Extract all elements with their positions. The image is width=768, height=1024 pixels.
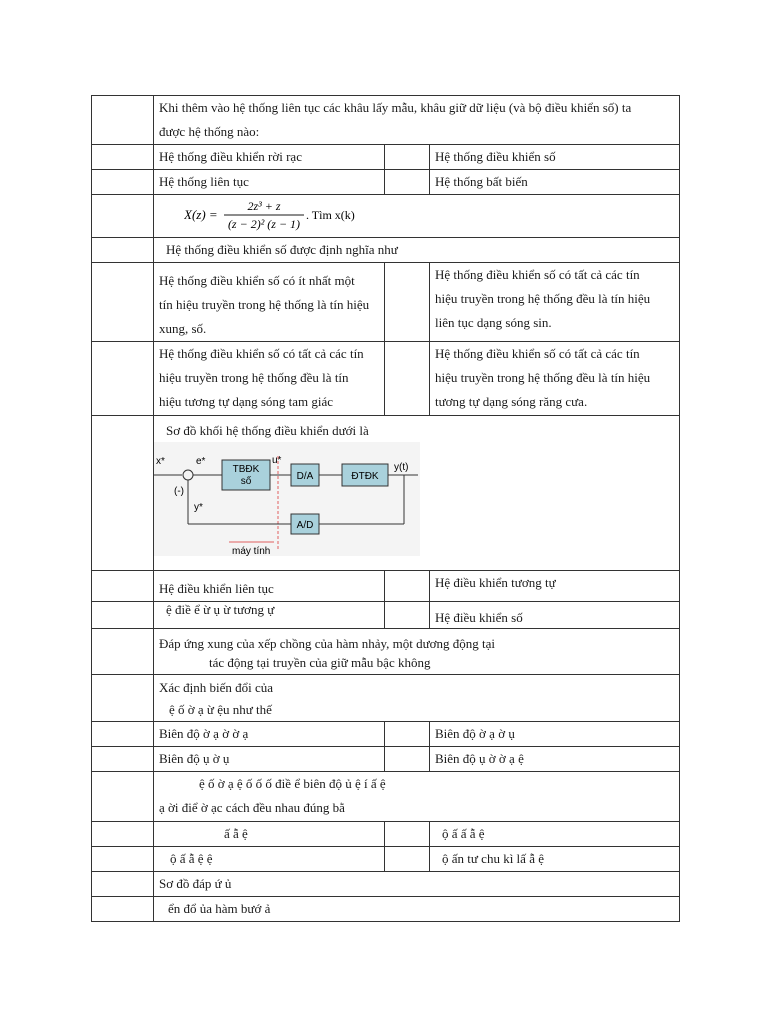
q6-option-row (92, 722, 680, 747)
q1-option-c[interactable]: Hệ thống liên tục (154, 170, 385, 195)
q3-stem: Hệ thống điều khiển số được định nghĩa như (154, 238, 680, 263)
block-diagram (154, 442, 424, 560)
q1-stem-line: được hệ thống nào: (159, 124, 260, 139)
answer-box[interactable] (385, 722, 430, 747)
q6-stem: Xác định biến đổi của ệ ố ờ ạ ừ ệu như thế (154, 675, 680, 722)
q1-option-row (92, 145, 680, 170)
q3-option-c[interactable]: Hệ thống điều khiển số có tất cả các tín hiệu truyền trong hệ thống đều là tín hiệu tương tự dạng sóng tam giác (154, 342, 385, 416)
q7-option-row (92, 822, 680, 847)
q6-option-row (92, 747, 680, 772)
q4-option-row (92, 602, 680, 629)
formula-task: . Tìm x(k) (306, 208, 355, 222)
q7-option-c[interactable]: ộ ấ ẫ ệ ệ (154, 847, 385, 872)
q1-option-d[interactable]: Hệ thống bất biến (430, 170, 680, 195)
q3-option-d[interactable]: Hệ thống điều khiển số có tất cả các tín hiệu truyền trong hệ thống đều là tín hiệu tương tự dạng sóng răng cưa. (430, 342, 680, 416)
input-label: x* (156, 456, 165, 467)
answer-box[interactable] (385, 602, 430, 629)
answer-box[interactable] (385, 170, 430, 195)
controller-label-2: số (240, 476, 252, 487)
adc-label: A/D (296, 520, 314, 531)
q9-row (92, 897, 680, 922)
error-label: e* (196, 456, 206, 467)
question-table (91, 95, 680, 922)
q3-option-row (92, 263, 680, 342)
q1-stem-row (92, 96, 680, 145)
answer-box[interactable] (385, 822, 430, 847)
q7-option-row (92, 847, 680, 872)
q1-option-b[interactable]: Hệ thống điều khiển số (430, 145, 680, 170)
q8-stem: Sơ đồ đáp ứ ủ (154, 872, 680, 897)
answer-box[interactable] (385, 571, 430, 602)
q2-formula (154, 195, 680, 238)
controller-label-1: TBĐK (232, 464, 260, 475)
computer-label: máy tính (232, 546, 271, 557)
q5-row (92, 629, 680, 675)
q8-row (92, 872, 680, 897)
q4-stem (154, 416, 680, 571)
q4-option-a[interactable]: Hệ điều khiển liên tục (154, 571, 385, 602)
q7-row (92, 772, 680, 822)
q3-stem-row (92, 238, 680, 263)
q7-option-a[interactable]: ấ ẫ ệ (154, 822, 385, 847)
control-signal-label: u* (272, 455, 282, 466)
dac-label: D/A (296, 471, 314, 482)
q4-option-row (92, 571, 680, 602)
q7-option-b[interactable]: ộ ấ ấ ẫ ệ (430, 822, 680, 847)
formula-graphic (184, 197, 404, 233)
q3-option-b[interactable]: Hệ thống điều khiển số có tất cả các tín hiệu truyền trong hệ thống đều là tín hiệu liên tục dạng sóng sin. (430, 263, 680, 342)
output-label: y(t) (394, 462, 409, 473)
q4-option-b[interactable]: Hệ điều khiển tương tự (430, 571, 680, 602)
q1-stem (154, 96, 680, 145)
q4-stem-row (92, 416, 680, 571)
q7-stem: ệ ố ờ ạ ệ ố ố ố điề ể biên độ ủ ệ í ấ ệ ạ ời điể ờ ạc cách đều nhau đúng bằ (154, 772, 680, 822)
q2-row (92, 195, 680, 238)
q6-option-c[interactable]: Biên độ ụ ờ ụ (154, 747, 385, 772)
answer-box[interactable] (385, 145, 430, 170)
q6-option-a[interactable]: Biên độ ờ ạ ờ ờ ạ (154, 722, 385, 747)
feedback-label: y* (194, 502, 203, 513)
formula-numerator: 2z³ + z (247, 199, 281, 213)
minus-sign: (-) (174, 486, 184, 497)
q3-option-a[interactable]: Hệ thống điều khiển số có ít nhất một tín hiệu truyền trong hệ thống là tín hiệu xung, số. (154, 263, 385, 342)
q9-stem: ển đổ ủa hàm bướ ả (154, 897, 680, 922)
q1-stem-line: Khi thêm vào hệ thống liên tục các khâu lấy mẫu, khâu giữ dữ liệu (và bộ điều khiển số) ta (159, 100, 632, 115)
formula-denominator: (z − 2)² (z − 1) (227, 217, 301, 231)
answer-box[interactable] (385, 847, 430, 872)
plant-label: ĐTĐK (351, 471, 379, 482)
q7-option-d[interactable]: ộ ấn tư chu kì lấ ẫ ệ (430, 847, 680, 872)
answer-box[interactable] (385, 747, 430, 772)
answer-box[interactable] (385, 342, 430, 416)
diagram-background (154, 442, 420, 556)
q1-option-row (92, 170, 680, 195)
q6-row (92, 675, 680, 722)
formula-lhs: X(z) = (184, 207, 218, 222)
q4-option-d[interactable]: Hệ điều khiển số (430, 602, 680, 629)
q6-option-d[interactable]: Biên độ ụ ờ ờ ạ ệ (430, 747, 680, 772)
q6-option-b[interactable]: Biên độ ờ ạ ờ ụ (430, 722, 680, 747)
answer-box[interactable] (385, 263, 430, 342)
question-number-cell (92, 96, 154, 145)
q4-option-c[interactable]: ệ điề ể ừ ụ ừ tương ự (154, 602, 385, 629)
q3-option-row (92, 342, 680, 416)
q4-stem-text: Sơ đồ khối hệ thống điều khiển dưới là (166, 423, 369, 438)
q5-stem: Đáp ứng xung của xếp chồng của hàm nhảy, một dương động tại tác động tại truyền của giữ mẫu bậc không (154, 629, 680, 675)
q1-option-a[interactable]: Hệ thống điều khiển rời rạc (154, 145, 385, 170)
